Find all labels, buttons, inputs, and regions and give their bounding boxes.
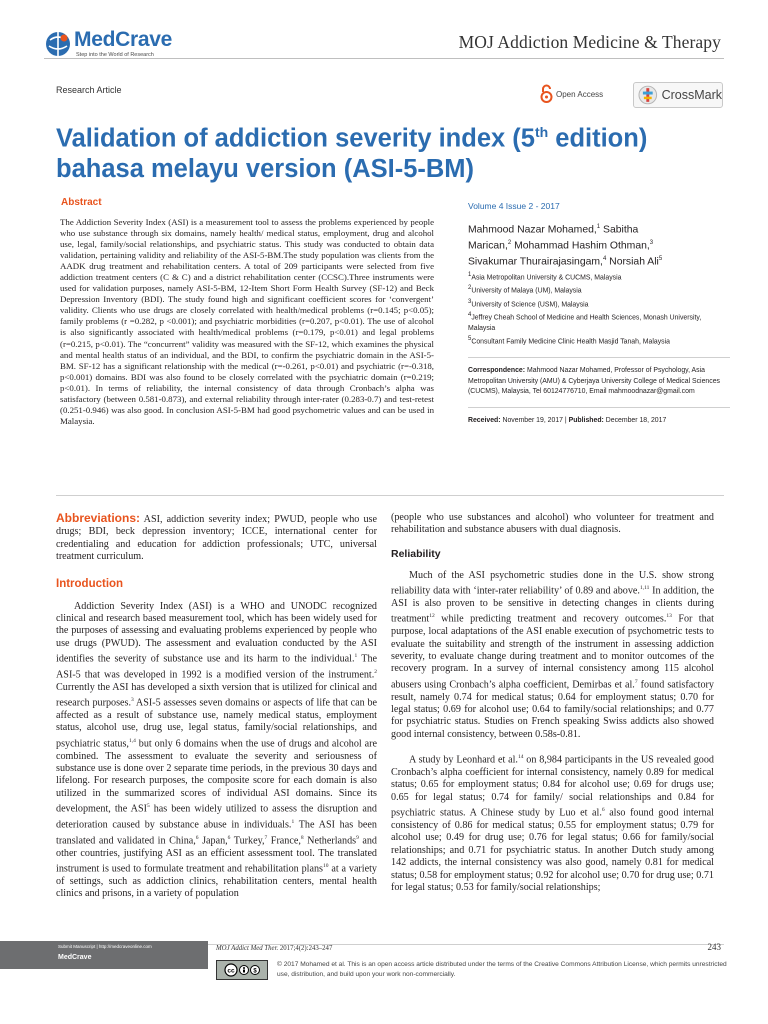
abbreviations: Abbreviations: ASI, addiction severity index; PWUD, people who use drugs; BDI, beck depression inventory; ICCE, international center for credentialing and education for addiction professionals; UTC, universal treatment curriculum.	[56, 511, 377, 563]
crossmark-button[interactable]	[633, 82, 723, 108]
logo-tagline: Step into the World of Research	[76, 52, 154, 58]
affiliations	[468, 270, 730, 347]
svg-text:cc: cc	[227, 967, 235, 975]
page-number: 243	[707, 942, 721, 952]
medcrave-globe-icon	[44, 30, 72, 58]
cc-license-badge[interactable]	[216, 960, 268, 980]
abstract-text: The Addiction Severity Index (ASI) is a measurement tool to assess the problems experienced by people who use substance through six domains, namely health/ medical status, employment, drug and alcohol use, legal, family/social relationships, and psychiatric status. This study was conducted to obtain data validation, pertaining validity and reliability of the ASI-5-BM.The study population was clients from the AADK drug treatment and rehabilitation centers. A total of 209 participants were selected from five addiction treatment centers (C & C) and a district rehabilitation center (CCSC).Three instruments were used for validation purposes, namely ASI-5-BM, 12-Item Short Form Health Survey (SF-12) and Beck Depression Inventory (BDI). The study found high and significant coefficient scores for ‘convergent’ validity. Clients who use drugs are closely correlated with health/medical problems (r=0.145; p<0.05); family problems (r =0.282, p <0.001); and psychiatric morbidities (r=0.207, p<0.01). The use of alcohol is also significantly associated with health/medical problems (r=0.179, p<0.01) and legal problems (r=0.215, p<0.01). The “concurrent” validity was measured with the SF-12, which examines the physical and mental health status of an individual, and the BDI, to confirm the psychiatric domain in the ASI-5-BM. SF-12 has a significant relationship with the medical (r=-0.261, p<0.01) and psychiatric (r=-0.318, p<0.001) domains. BDI was also found to be closely correlated with the psychiatric domain (r=0.219; p<0.01). In terms of reliability, the internal consistency of data through Cronbach’s alpha was satisfactory (between 0.581-0.873), and external reliability through inter-rater (0.283-0.7) and test-retest (0.251-0.946) was also good. In conclusion ASI-5-BM had good psychometric values and can be used in Malaysia.	[60, 217, 434, 426]
reliability-paragraph: Much of the ASI psychometric studies done in the U.S. show strong reliability data with ‘inter-rater reliability’ of 0.89 and above.$^{1,11}$ In addition, the ASI is also proven to be sensitive in detecting changes in clients during treatment$^{12}$ while predicting treatment and recovery outcomes.$^{13}$ For that purpose, local adaptations of the ASI enable execution of psychometric tests to evaluate the suitability and strength of the instrument in assessing addiction severity, to evaluate change during treatment and to monitor outcomes of the recovery program. In a survey of internal consistency among 115 alcohol abusers using Cronbach’s alpha coefficient, Demirbas et al.$^7$ found satisfactory result, namely 0.74 for medical status; 0.64 for employment status; 0.70 for legal status; 0.69 for alcohol use; 0.64 to family/social relationships; and 0.77 for psychiatric status. Studies on French speaking Swiss addicts also showed good internal consistency, between 0.58s-0.81.	[391, 569, 714, 740]
affiliation-item: $^2$University of Malaya (UM), Malaysia	[468, 285, 582, 295]
affiliation-item: $^1$Asia Metropolitan University & CUCMS, Malaysia	[468, 272, 622, 282]
creative-commons-icon	[224, 963, 238, 977]
open-access-label: Open Access	[556, 89, 604, 99]
citation: MOJ Addict Med Ther. 2017;4(2):243‒247	[216, 945, 333, 952]
article-title: Validation of addiction severity index (5th edition) bahasa melayu version (ASI-5-BM)	[56, 124, 648, 183]
affiliation-item: $^3$University of Science (USM), Malaysia	[468, 298, 589, 309]
article-type: Research Article	[56, 85, 122, 95]
svg-text:$: $	[253, 968, 257, 975]
noncommercial-icon	[250, 965, 260, 975]
header-divider	[44, 58, 724, 59]
journal-name: MOJ Addiction Medicine & Therapy	[458, 32, 721, 52]
logo-name: MedCrave	[74, 28, 172, 51]
meta-divider	[468, 407, 730, 408]
submit-manuscript-banner[interactable]	[0, 941, 208, 969]
open-access-badge[interactable]	[540, 83, 603, 105]
abstract-divider	[56, 495, 724, 496]
affiliation-item: $^5$Consultant Family Medicine Clinic Health Masjid Tanah, Malaysia	[468, 336, 670, 346]
article-meta	[468, 201, 730, 427]
received-published: Received: November 19, 2017 | Published: December 18, 2017	[468, 417, 667, 425]
body-left-column	[56, 512, 377, 901]
footer-logo: MedCrave	[58, 954, 92, 961]
author-list: Mahmood Nazar Mohamed,$^1$ Sabitha Marican,$^2$ Mohammad Hashim Othman,$^3$ Sivakumar Thurairajasingam,$^4$ Norsiah Ali$^5$	[468, 224, 663, 268]
volume-issue: Volume 4 Issue 2 - 2017	[468, 201, 560, 211]
abstract-heading: Abstract	[61, 197, 102, 208]
attribution-icon	[239, 965, 249, 975]
submit-manuscript-text: Submit Manuscript | http://medcraveonline.com	[58, 944, 152, 949]
crossmark-label: CrossMark	[661, 88, 722, 102]
body-right-column	[391, 512, 714, 894]
continued-paragraph: (people who use substances and alcohol) who volunteer for treatment and rehabilitation and substance abusers with dual diagnosis.	[391, 512, 714, 536]
open-access-icon	[540, 84, 553, 104]
reliability-paragraph: A study by Leonhard et al.$^{14}$ on 8,984 participants in the US revealed good Cronbach’s alpha coefficient for internal consistency, namely 0.89 for medical status; 0.65 for employment status; 0.84 for alcohol use; 0.69 for drugs use; 0.65 for legal status; 0.74 for family/ social relationships and 0.84 for psychiatric status. A Chinese study by Luo et al.$^6$ also found good internal consistency of 0.86 for medical status; 0.55 for employment status; 0.79 for alcohol use; 0.49 for drug use; 0.76 for legal status; 0.66 for family/social relationships; and 0.71 for psychiatric status. In another Dutch study among 142 addicts, the internal consistency was also good, namely 0.81 for medical status; 0.58 for employment status; 0.92 for alcohol use; 0.70 for drug use; 0.71 for legal status; 0.53 for family/social relationships;	[391, 754, 714, 894]
crossmark-icon	[638, 85, 658, 105]
meta-divider	[468, 357, 730, 358]
introduction-heading: Introduction	[56, 577, 124, 590]
introduction-paragraph: Addiction Severity Index (ASI) is a WHO and UNODC recognized clinical and research based measurement tool, which has been widely used for the purposes of assessing and evaluating problems experienced by people who use drugs (PWUD). The assessment and evaluation conducted by the ASI identifies the severity of substance use and its harm to the individual.$^1$ The ASI-5 that was developed in 1992 is a modified version of the instrument.$^2$ Currently the ASI has developed a sixth version that is utilized for clinical and research purposes.$^3$ ASI-5 assesses seven domains or aspects of life that can be affected as a result of substance use, namely medical status, employment status, alcohol use, drug use, legal status, family/social relationships, and psychiatric status,$^{1,4}$ but only 6 domains when the use of drugs and alcohol are combined. The assessment to evaluate the severity and seriousness of substance use is done over 2 separate time periods, in the previous 30 days and lifelong. For research purposes, the composite score for each domain is also utilized in the summarized scores of individual ASI domains. Since its development, the ASI$^5$ has been widely utilized to assess the disruption and deterioration caused by substance abuse in individuals.$^1$ The ASI has been translated and validated in China,$^6$ Japan,$^6$ Turkey,$^7$ France,$^8$ Netherlands$^9$ and other countries, justifying ASI as an efficient assessment tool. The translated instrument is used to formulate treatment and rehabilitation plans$^{10}$ at a variety of settings, such as addiction clinics, rehabilitation centers, mental health clinics and prisons, in a variety of population	[56, 600, 378, 900]
license-text: © 2017 Mohamed et al. This is an open access article distributed under the terms of the Creative Commons Attribution License, which permits unrestricted use, distribution, and build upon your work non-commercially.	[277, 961, 727, 978]
affiliation-item: $^4$Jeffrey Cheah School of Medicine and Health Sciences, Monash University, Malaysia	[468, 312, 702, 333]
reliability-heading: Reliability	[391, 547, 441, 560]
correspondence: Correspondence: Mahmood Nazar Mohamed, Professor of Psychology, Asia Metropolitan University (AMU) & Cyberjaya University College of Medical Sciences (CUCMS), Malaysia, Tel 60124776710, Email mahmoodnazar@gmail.com	[468, 366, 720, 396]
